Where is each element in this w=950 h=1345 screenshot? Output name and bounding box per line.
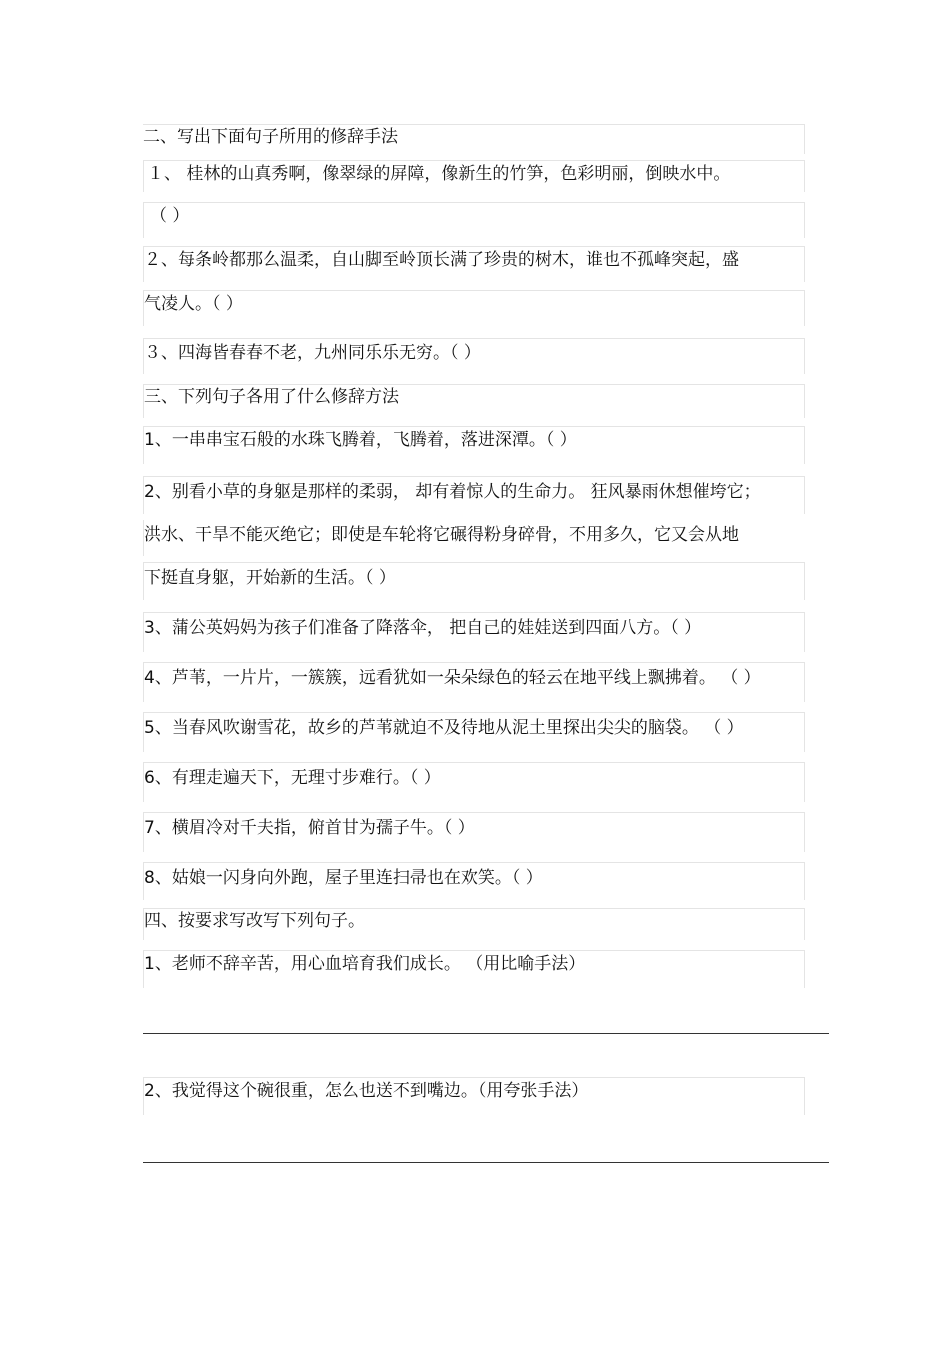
section3-q2-row1 (143, 476, 805, 514)
section4-heading: 四、按要求写改写下列句子。 (144, 911, 365, 931)
section2-q2-row2 (143, 290, 805, 326)
section3-q4-text: 4、芦苇，一片片，一簇簇，远看犹如一朵朵绿色的轻云在地平线上飘拂着。 （ ） (144, 668, 761, 688)
section4-q2-row (143, 1077, 805, 1115)
section4-q2-answer-line[interactable] (143, 1162, 829, 1163)
section2-q1-row (143, 160, 805, 192)
section4-q1-text: 1、老师不辞辛苦，用心血培育我们成长。 （用比喻手法） (144, 954, 586, 974)
section2-heading-row (143, 124, 805, 154)
section2-q1-text: １、 桂林的山真秀啊，像翠绿的屏障，像新生的竹笋，色彩明丽，倒映水中。 (147, 164, 731, 184)
section3-q2-text-line2: 洪水、干旱不能灭绝它；即使是车轮将它碾得粉身碎骨，不用多久，它又会从地 (144, 525, 739, 545)
section3-heading-row (143, 384, 805, 418)
section2-q2-row1 (143, 246, 805, 282)
section4-q1-answer-line[interactable] (143, 1033, 829, 1034)
section3-q5-text: 5、当春风吹谢雪花，故乡的芦苇就迫不及待地从泥土里探出尖尖的脑袋。 （ ） (144, 718, 744, 738)
section3-q7-row (143, 812, 805, 852)
section2-q2-text-line2: 气凌人。（ ） (144, 294, 243, 314)
section3-q2-row3 (143, 562, 805, 600)
section3-q3-row (143, 612, 805, 652)
section3-q2-text-line1: 2、别看小草的身躯是那样的柔弱， 却有着惊人的生命力。 狂风暴雨休想催垮它； (144, 482, 761, 502)
section3-q5-row (143, 712, 805, 752)
section3-q8-text: 8、姑娘一闪身向外跑，屋子里连扫帚也在欢笑。（ ） (144, 868, 543, 888)
section2-q2-text-line1: ２、每条岭都那么温柔，自山脚至岭顶长满了珍贵的树木，谁也不孤峰突起，盛 (144, 250, 739, 270)
section3-q4-row (143, 662, 805, 702)
section2-heading: 二、写出下面句子所用的修辞手法 (143, 127, 398, 147)
section4-q2-text: 2、我觉得这个碗很重，怎么也送不到嘴边。（用夸张手法） (144, 1081, 589, 1101)
section3-q2-row2 (143, 520, 805, 556)
section4-q1-row (143, 950, 805, 988)
section2-q1-answer-blank[interactable]: （ ） (150, 206, 190, 226)
section2-q3-text: ３、四海皆春春不老，九州同乐乐无穷。（ ） (144, 343, 481, 363)
section3-q1-row (143, 426, 805, 464)
section3-q6-text: 6、有理走遍天下，无理寸步难行。（ ） (144, 768, 441, 788)
section3-q6-row (143, 762, 805, 802)
section2-q3-row (143, 338, 805, 374)
section4-heading-row (143, 908, 805, 940)
section2-q1-blank-row (143, 202, 805, 238)
section3-q1-text: 1、一串串宝石般的水珠飞腾着，飞腾着，落进深潭。（ ） (144, 430, 577, 450)
section3-q3-text: 3、蒲公英妈妈为孩子们准备了降落伞， 把自己的娃娃送到四面八方。（ ） (144, 618, 702, 638)
section3-q2-text-line3: 下挺直身躯，开始新的生活。（ ） (144, 568, 396, 588)
section3-heading: 三、下列句子各用了什么修辞方法 (144, 387, 399, 407)
section3-q8-row (143, 862, 805, 900)
section3-q7-text: 7、横眉冷对千夫指，俯首甘为孺子牛。（ ） (144, 818, 475, 838)
